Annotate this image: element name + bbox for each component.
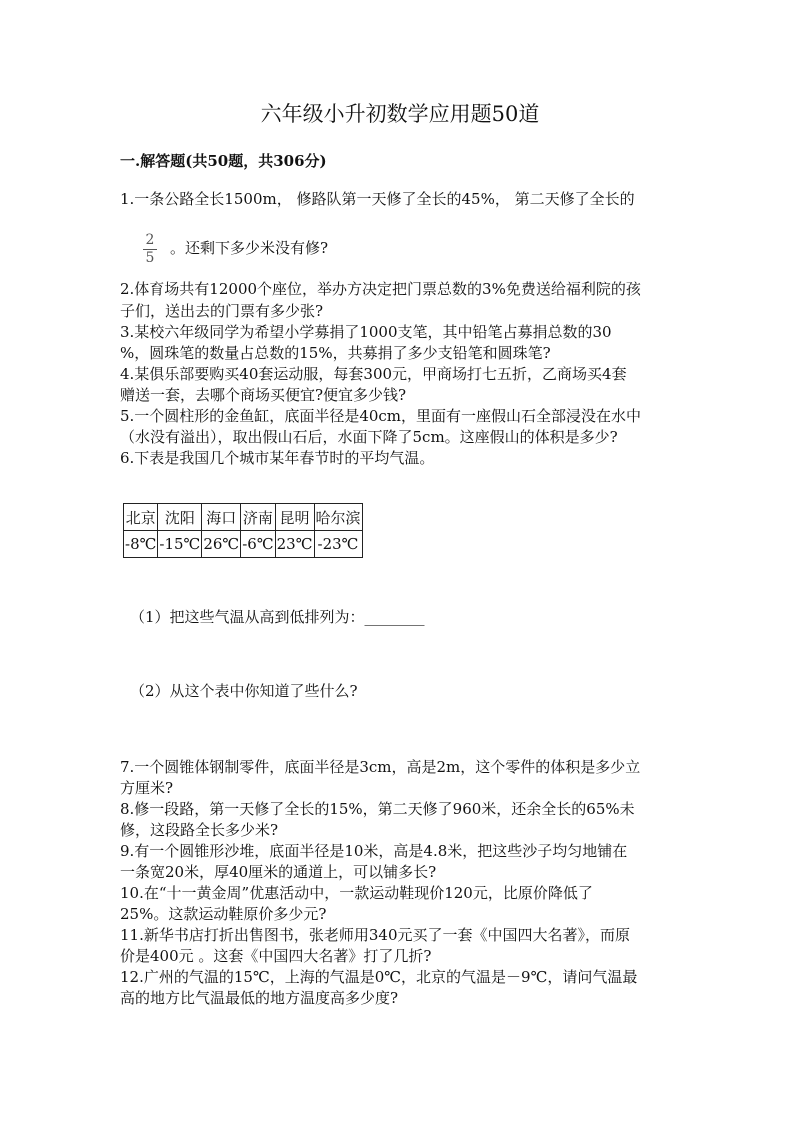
temperature-cell: -8℃ (124, 531, 158, 558)
question-text-line: 修，这段路全长多少米? (120, 821, 279, 839)
question-text-line: 高的地方比气温最低的地方温度高多少度? (120, 989, 399, 1007)
question-text-line: 8.修一段路，第一天修了全长的15%，第二天修了960米，还余全长的65%未 (120, 800, 635, 818)
question-text-line: 价是400元 。这套《中国四大名著》打了几折? (120, 947, 432, 965)
city-cell: 昆明 (275, 504, 314, 531)
sub-question-1: （1）把这些气温从高到低排列为：________ (130, 608, 425, 626)
fraction-denominator: 5 (145, 250, 155, 266)
city-cell: 沈阳 (158, 504, 202, 531)
question-text-line: 4.某俱乐部要购买40套运动服，每套300元，甲商场打七五折，乙商场买4套 (120, 365, 627, 383)
question-text-line: 12.广州的气温的15℃，上海的气温是0℃，北京的气温是－9℃，请问气温最 (120, 968, 638, 986)
question-text-line: 25%。这款运动鞋原价多少元? (120, 905, 327, 923)
question-text-line: 6.下表是我国几个城市某年春节时的平均气温。 (120, 449, 435, 467)
question-text-line: 子们，送出去的门票有多少张? (120, 302, 324, 320)
page-title: 六年级小升初数学应用题50道 (260, 102, 540, 126)
fraction-numerator: 2 (145, 232, 155, 248)
question-text-line: %，圆珠笔的数量占总数的15%，共募捐了多少支铅笔和圆珠笔? (120, 344, 551, 362)
question-text-line: 3.某校六年级同学为希望小学募捐了1000支笔，其中铅笔占募捐总数的30 (120, 323, 612, 341)
city-cell: 哈尔滨 (314, 504, 362, 531)
city-cell: 海口 (202, 504, 241, 531)
temperature-table (123, 503, 363, 558)
question-text-line: 7.一个圆锥体钢制零件，底面半径是3cm，高是2m，这个零件的体积是多少立 (120, 758, 641, 776)
question-text-line: 10.在“十一黄金周”优惠活动中，一款运动鞋现价120元，比原价降低了 (120, 884, 593, 902)
table-row (124, 504, 363, 531)
question-text-line: 2.体育场共有12000个座位，举办方决定把门票总数的3%免费送给福利院的孩 (120, 280, 641, 298)
section-heading: 一.解答题(共50题，共306分) (120, 152, 327, 170)
question-1-line-1: 1.一条公路全长1500m， 修路队第一天修了全长的45%， 第二天修了全长的 (120, 190, 635, 208)
temperature-cell: -15℃ (158, 531, 202, 558)
sub-question-2: （2）从这个表中你知道了些什么? (130, 682, 358, 700)
question-text-line: 11.新华书店打折出售图书，张老师用340元买了一套《中国四大名著》，而原 (120, 926, 630, 944)
question-text-line: 5.一个圆柱形的金鱼缸，底面半径是40cm，里面有一座假山石全部浸没在水中 (120, 407, 642, 425)
temperature-cell: -23℃ (314, 531, 362, 558)
table-row (124, 531, 363, 558)
question-text-line: （水没有溢出），取出假山石后，水面下降了5cm。这座假山的体积是多少? (120, 428, 618, 446)
city-cell: 济南 (241, 504, 275, 531)
temperature-cell: -6℃ (241, 531, 275, 558)
question-text-line: 方厘米? (120, 779, 174, 797)
city-cell: 北京 (124, 504, 158, 531)
question-text-line: 9.有一个圆锥形沙堆，底面半径是10米，高是4.8米，把这些沙子均匀地铺在 (120, 842, 628, 860)
temperature-cell: 23℃ (275, 531, 314, 558)
question-1-line-2: 。还剩下多少米没有修? (170, 239, 329, 257)
temperature-cell: 26℃ (202, 531, 241, 558)
question-text-line: 赠送一套，去哪个商场买便宜?便宜多少钱? (120, 386, 407, 404)
question-text-line: 一条宽20米，厚40厘米的通道上，可以铺多长? (120, 863, 437, 881)
fraction-two-fifths (143, 233, 157, 266)
